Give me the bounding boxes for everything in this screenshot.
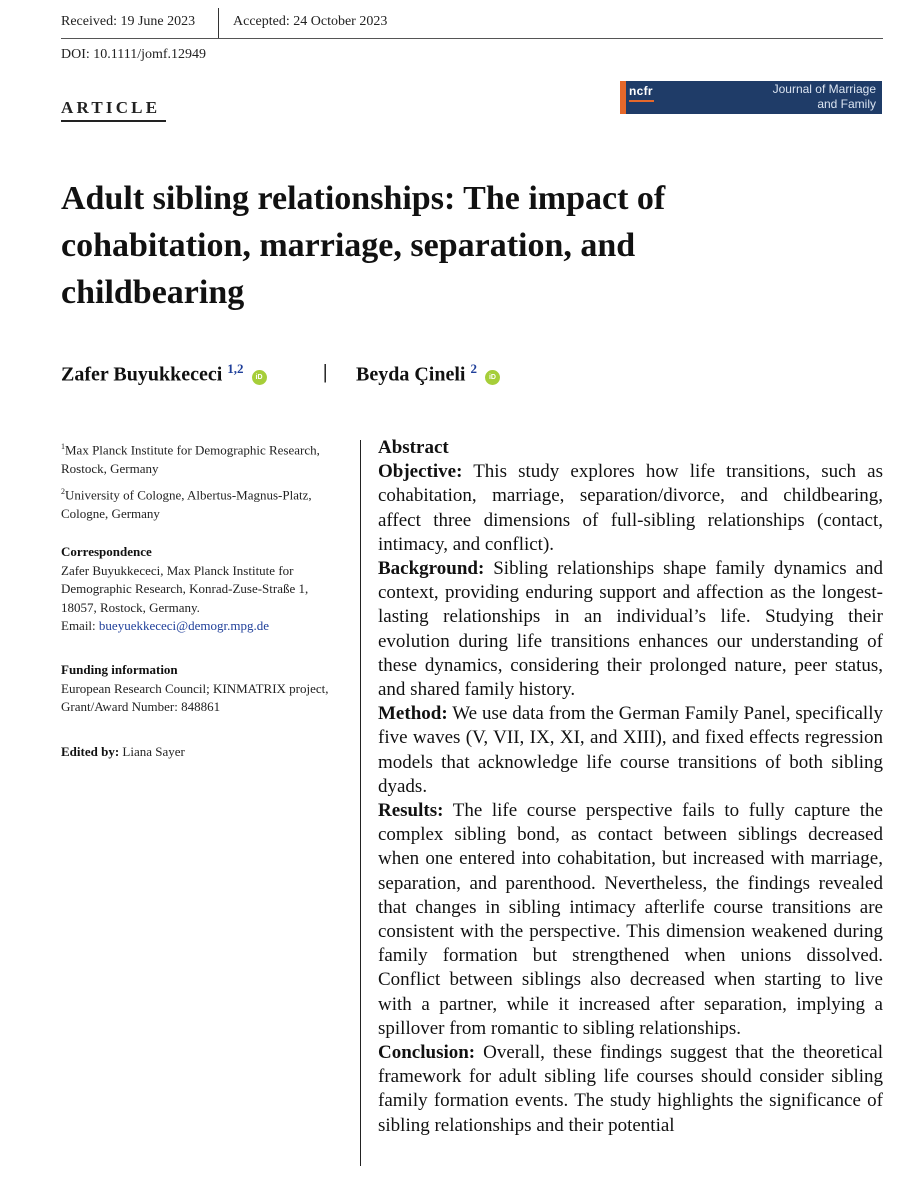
method-label: Method: [378,703,448,725]
abstract-results [378,799,883,1041]
email-link[interactable]: bueyuekkececi@demogr.mpg.de [98,618,270,633]
method-text: We use data from the German Family Panel, specifically five waves (V, VII, IX, XI, and XIII), and fixed effects regression models that acknowledge life course transitions of both sibling dyads. [378,703,883,797]
header-divider [218,8,219,38]
results-text: The life course perspective fails to fully capture the complex sibling bond, as contact between siblings decreased when one entered into cohabitation, but increased with marriage, separation, and parenthood. Nevertheless, the findings revealed that changes in sibling intimacy afterlife course transitions are consistent with the perspective. This dimension weakened during family formation but strengthened when unions dissolved. Conflict between siblings also decreased when starting to live with a partner, while it increased after separation, implying a spillover from romantic to sibling relationships. [378,800,883,1039]
objective-text: This study explores how life transitions, such as cohabitation, marriage, separation/divorce, and childbearing, affect three dimensions of full-sibling relationships (contact, intimacy, and conflict). [378,461,883,555]
background-label: Background: [378,558,485,580]
conclusion-label: Conclusion: [378,1042,476,1064]
affiliation-marks[interactable]: 1,2 [227,361,244,376]
funding-heading: Funding information [61,662,178,677]
email-label: Email: [61,618,96,633]
correspondence-email-line [61,617,346,636]
header-rule [61,38,883,39]
article-type-label: ARTICLE [61,98,161,117]
abstract-conclusion [378,1041,883,1138]
objective-label: Objective: [378,461,463,483]
author-2 [356,361,500,387]
affiliation-2 [61,483,346,523]
doi[interactable]: DOI: 10.1111/jomf.12949 [61,47,207,62]
correspondence-text: Zafer Buyukkececi, Max Planck Institute for Demographic Research, Konrad-Zuse-Straße 1, 18057, Rostock, Germany. [61,562,309,615]
edited-by-label: Edited by: [61,744,120,759]
orcid-icon[interactable]: iD [252,370,267,385]
accepted-date: Accepted: 24 October 2023 [233,14,388,29]
funding-text: European Research Council; KINMATRIX project, Grant/Award Number: 848861 [61,680,329,714]
funding-block [61,661,346,717]
ncfr-logo-underline [629,100,654,102]
author-name[interactable]: Zafer Buyukkececi [61,363,223,386]
affiliation-text: University of Cologne, Albertus-Magnus-Platz, Cologne, Germany [61,487,312,521]
abstract-background [378,557,883,702]
ncfr-logo: ncfr [629,84,653,98]
affiliation-mark: 1 [61,442,65,451]
abstract-method [378,702,883,799]
author-1 [61,361,267,387]
journal-name-line-2: and Family [817,97,876,111]
correspondence-heading: Correspondence [61,544,152,559]
abstract-rule [360,440,361,1166]
author-divider: | [323,361,328,383]
editor-name: Liana Sayer [122,744,185,759]
orcid-icon[interactable]: iD [485,370,500,385]
affiliation-text: Max Planck Institute for Demographic Research, Rostock, Germany [61,442,320,476]
abstract-heading: Abstract [378,437,449,458]
journal-name-line-1: Journal of Marriage [772,82,876,96]
logo-accent-stripe [620,81,626,114]
received-date: Received: 19 June 2023 [61,14,196,29]
affiliation-1 [61,438,346,478]
paper-title: Adult sibling relationships: The impact of cohabitation, marriage, separation, and childbearing [61,180,666,311]
journal-name [756,81,876,112]
abstract [378,436,883,1138]
edited-by [61,743,346,762]
results-label: Results: [378,800,444,822]
affiliation-mark: 2 [61,487,65,496]
conclusion-text: Overall, these findings suggest that the theoretical framework for adult sibling life courses should consider sibling family formation events. The study highlights the significance of sibling relationships and their potential [378,1042,884,1136]
affiliation-marks[interactable]: 2 [470,361,477,376]
abstract-objective [378,460,883,557]
correspondence-block [61,543,346,636]
article-label-underline [61,120,166,122]
author-name[interactable]: Beyda Çineli [356,363,466,386]
background-text: Sibling relationships shape family dynamics and context, providing enduring support and affection as the longest-lasting relationships in an individual’s life. Studying their evolution during life transitions enhances our understanding of these dynamics, considering their prolonged nature, peer status, and shared family history. [378,558,884,701]
journal-logo [620,81,882,114]
